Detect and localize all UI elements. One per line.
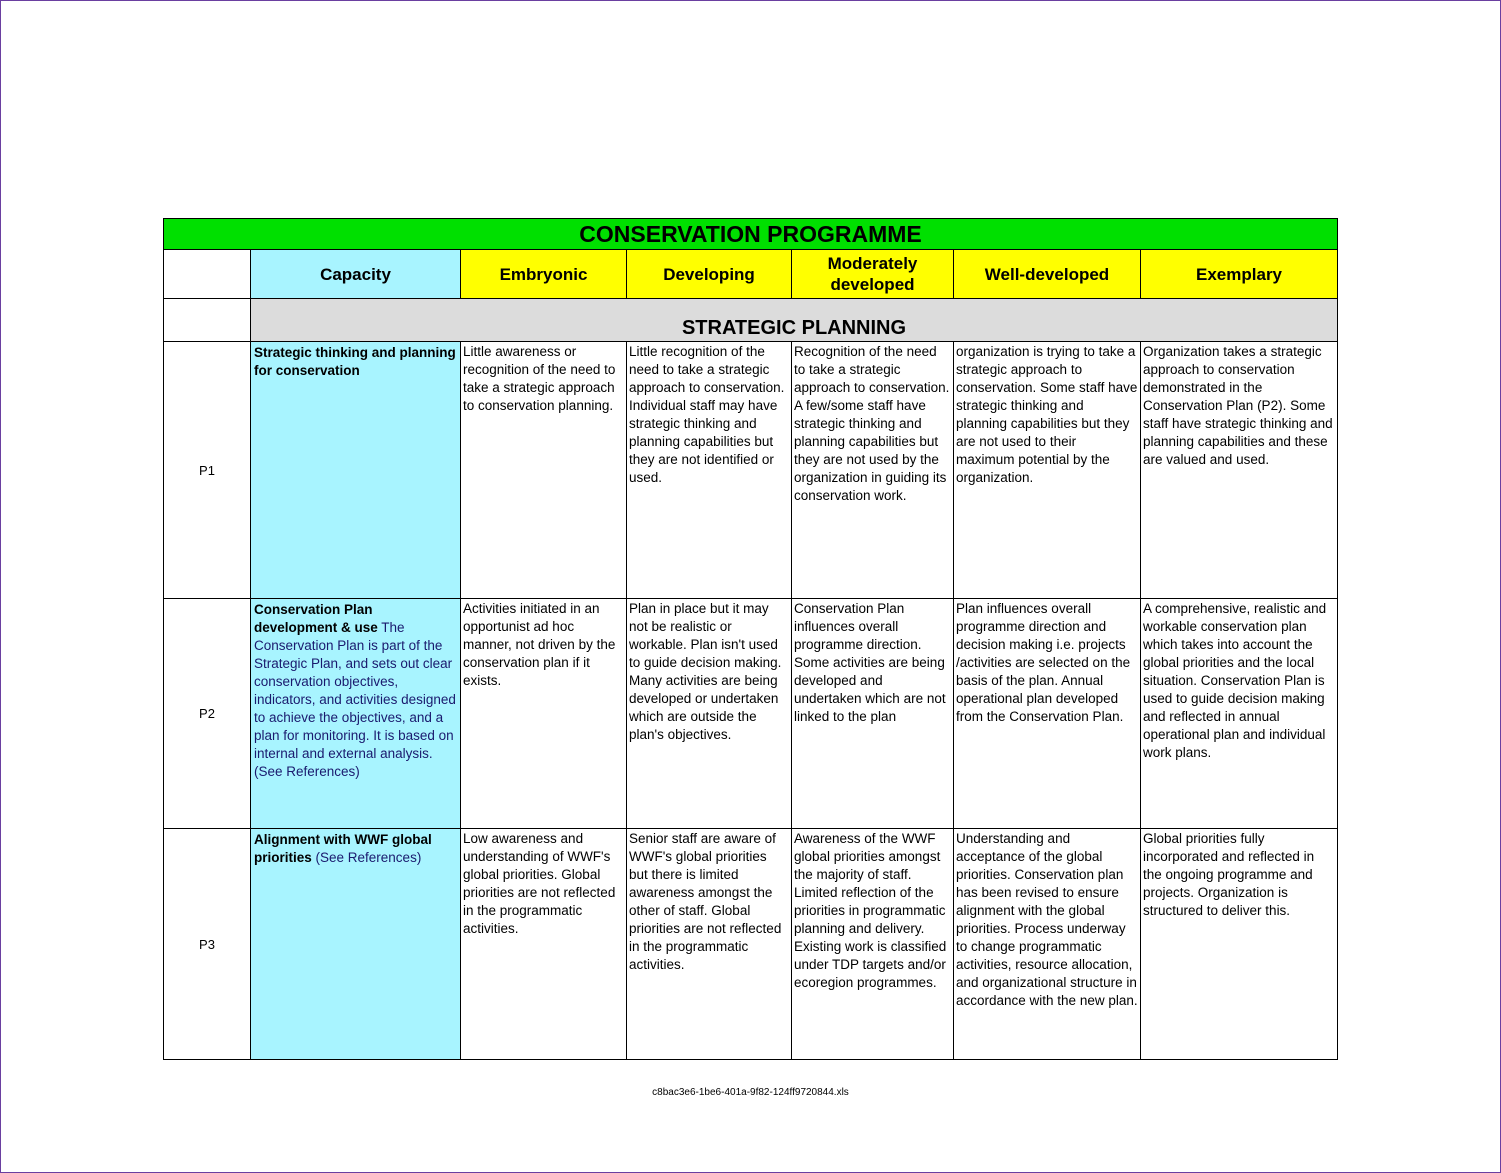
cell-developing: Plan in place but it may not be realistic or workable. Plan isn't used to guide decision making. Many activities are being developed or undertaken which are outside the plan's objectives.: [627, 599, 792, 829]
capacity-description: The Conservation Plan is part of the Strategic Plan, and sets out clear conservation objectives, indicators, and activities designed to achieve the objectives, and a plan for monitoring. It is based on internal and external analysis. (See References): [254, 620, 456, 779]
cell-moderately-developed: Awareness of the WWF global priorities amongst the majority of staff. Limited reflection of the priorities in programmatic planning and delivery. Existing work is classified under TDP targets and/or ecoregion programmes.: [792, 829, 954, 1060]
level-header-exemplary: Exemplary: [1141, 250, 1338, 299]
capacity-description: (See References): [311, 850, 422, 865]
cell-exemplary: Organization takes a strategic approach to conservation demonstrated in the Conservation Plan (P2). Some staff have strategic thinking and planning capabilities and these are valued and used.: [1141, 342, 1338, 599]
cell-embryonic: Activities initiated in an opportunist ad hoc manner, not driven by the conservation plan if it exists.: [461, 599, 627, 829]
table-row: [164, 829, 1338, 1060]
cell-embryonic: Little awareness or recognition of the need to take a strategic approach to conservation planning.: [461, 342, 627, 599]
cell-well-developed: Plan influences overall programme direction and decision making i.e. projects /activities are selected on the basis of the plan. Annual operational plan developed from the Conservation Plan.: [954, 599, 1141, 829]
cell-embryonic: Low awareness and understanding of WWF's global priorities. Global priorities are not reflected in the programmatic activities.: [461, 829, 627, 1060]
capacity-title: Alignment with WWF global priorities: [254, 832, 432, 865]
header-blank: [164, 250, 251, 299]
cell-exemplary: A comprehensive, realistic and workable conservation plan which takes into account the global priorities and the local situation. Conservation Plan is used to guide decision making and reflected in annual operational plan and individual work plans.: [1141, 599, 1338, 829]
cell-developing: Senior staff are aware of WWF's global priorities but there is limited awareness amongst the other of staff. Global priorities are not reflected in the programmatic activities.: [627, 829, 792, 1060]
cell-developing: Little recognition of the need to take a strategic approach to conservation. Individual staff may have strategic thinking and planning capabilities but they are not identified or used.: [627, 342, 792, 599]
file-footer: c8bac3e6-1be6-401a-9f82-124ff9720844.xls: [652, 1087, 849, 1098]
capacity-title: Strategic thinking and planning for conservation: [254, 345, 456, 378]
table-title: CONSERVATION PROGRAMME: [164, 219, 1338, 250]
row-id: P2: [164, 599, 251, 829]
row-id: P3: [164, 829, 251, 1060]
section-blank: [164, 299, 251, 342]
cell-moderately-developed: Conservation Plan influences overall programme direction. Some activities are being developed and undertaken which are not linked to the plan: [792, 599, 954, 829]
row-id: P1: [164, 342, 251, 599]
table-row: [164, 599, 1338, 829]
rubric-table: [163, 218, 1338, 1060]
table-row: [164, 342, 1338, 599]
level-header-developing: Developing: [627, 250, 792, 299]
capacity-cell: [251, 342, 461, 599]
cell-moderately-developed: Recognition of the need to take a strategic approach to conservation. A few/some staff have strategic thinking and planning capabilities but they are not used by the organization in guiding its conservation work.: [792, 342, 954, 599]
cell-well-developed: organization is trying to take a strategic approach to conservation. Some staff have strategic thinking and planning capabilities but they are not used to their maximum potential by the organization.: [954, 342, 1141, 599]
capacity-cell: [251, 599, 461, 829]
cell-exemplary: Global priorities fully incorporated and reflected in the ongoing programme and projects. Organization is structured to deliver this.: [1141, 829, 1338, 1060]
level-header-moderately-developed: Moderately developed: [792, 250, 954, 299]
cell-well-developed: Understanding and acceptance of the global priorities. Conservation plan has been revised to ensure alignment with the global priorities. Process underway to change programmatic activities, resource allocation, and organizational structure in accordance with the new plan.: [954, 829, 1141, 1060]
capacity-cell: [251, 829, 461, 1060]
section-heading: STRATEGIC PLANNING: [251, 299, 1338, 342]
capacity-header: Capacity: [251, 250, 461, 299]
level-header-well-developed: Well-developed: [954, 250, 1141, 299]
level-header-embryonic: Embryonic: [461, 250, 627, 299]
capacity-title: Conservation Plan development & use: [254, 602, 378, 635]
